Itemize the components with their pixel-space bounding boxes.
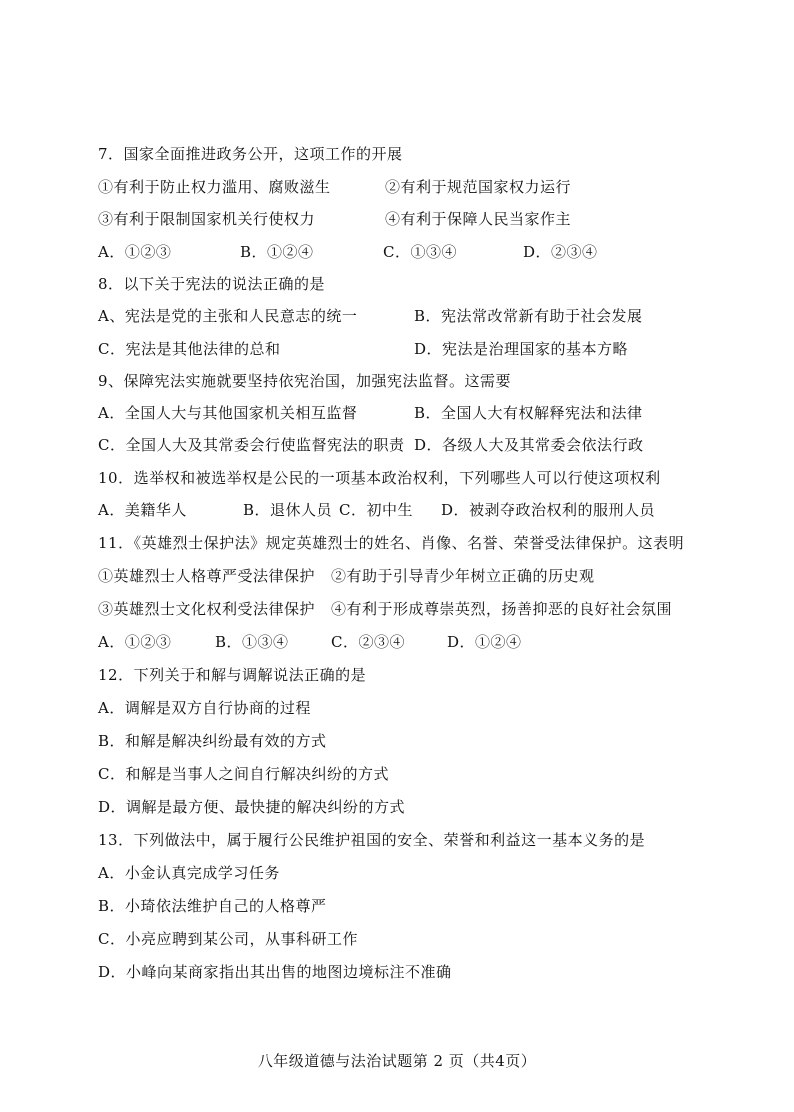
question-8-option-b: B．宪法常改常新有助于社会发展 <box>414 307 643 325</box>
question-10-stem: 10．选举权和被选举权是公民的一项基本政治权利，下列哪些人可以行使这项权利 <box>98 469 661 487</box>
question-10-option-d: D．被剥夺政治权利的服刑人员 <box>441 501 656 519</box>
question-12-option-a: A．调解是双方自行协商的过程 <box>98 699 311 717</box>
page-footer: 八年级道德与法治试题第 2 页（共4页） <box>257 1052 537 1070</box>
question-12-stem: 12．下列关于和解与调解说法正确的是 <box>98 666 367 684</box>
question-7-option-c: C．①③④ <box>383 243 457 261</box>
question-11-stem: 11．《英雄烈士保护法》规定英雄烈士的姓名、肖像、名誉、荣誉受法律保护。这表明 <box>98 534 685 552</box>
question-11-statement-3: ③英雄烈士文化权利受法律保护 <box>98 600 316 618</box>
question-11-statement-2: ②有助于引导青少年树立正确的历史观 <box>331 567 595 585</box>
question-7-stem: 7．国家全面推进政务公开，这项工作的开展 <box>98 145 403 163</box>
question-7-statement-4: ④有利于保障人民当家作主 <box>385 210 572 228</box>
question-9-stem: 9、保障宪法实施就要坚持依宪治国，加强宪法监督。这需要 <box>98 372 512 390</box>
question-7-option-b: B．①②④ <box>240 243 314 261</box>
question-13-option-d: D．小峰向某商家指出其出售的地图边境标注不准确 <box>98 963 452 981</box>
question-12-option-c: C．和解是当事人之间自行解决纠纷的方式 <box>98 765 389 783</box>
question-8-option-c: C．宪法是其他法律的总和 <box>98 340 281 358</box>
question-13-stem: 13．下列做法中，属于履行公民维护祖国的安全、荣誉和利益这一基本义务的是 <box>98 831 646 849</box>
question-9-option-d: D．各级人大及其常委会依法行政 <box>414 436 644 454</box>
question-9-option-c: C．全国人大及其常委会行使监督宪法的职责 <box>98 436 405 454</box>
question-13-option-a: A．小金认真完成学习任务 <box>98 864 280 882</box>
question-13-option-b: B．小琦依法维护自己的人格尊严 <box>98 897 327 915</box>
question-7-statement-2: ②有利于规范国家权力运行 <box>385 178 572 196</box>
question-12-option-d: D．调解是最方便、最快捷的解决纠纷的方式 <box>98 798 406 816</box>
question-10-option-b: B．退休人员 <box>243 501 333 519</box>
question-8-option-d: D．宪法是治理国家的基本方略 <box>414 340 629 358</box>
question-10-option-a: A．美籍华人 <box>98 501 187 519</box>
question-7-option-a: A．①②③ <box>98 243 172 261</box>
question-11-option-d: D．①②④ <box>447 633 522 651</box>
question-8-option-a: A、宪法是党的主张和人民意志的统一 <box>98 307 358 325</box>
question-7-statement-1: ①有利于防止权力滥用、腐败滋生 <box>98 178 331 196</box>
question-13-option-c: C．小亮应聘到某公司，从事科研工作 <box>98 930 358 948</box>
question-11-option-c: C．②③④ <box>331 633 405 651</box>
question-10-option-c: C．初中生 <box>339 501 413 519</box>
question-11-statement-1: ①英雄烈士人格尊严受法律保护 <box>98 567 316 585</box>
question-11-option-a: A．①②③ <box>98 633 172 651</box>
question-8-stem: 8．以下关于宪法的说法正确的是 <box>98 275 326 293</box>
question-7-statement-3: ③有利于限制国家机关行使权力 <box>98 210 316 228</box>
question-7-option-d: D．②③④ <box>523 243 598 261</box>
question-11-statement-4: ④有利于形成尊崇英烈，扬善抑恶的良好社会氛围 <box>331 600 673 618</box>
question-9-option-a: A．全国人大与其他国家机关相互监督 <box>98 404 358 422</box>
question-12-option-b: B．和解是解决纠纷最有效的方式 <box>98 732 327 750</box>
question-9-option-b: B．全国人大有权解释宪法和法律 <box>414 404 643 422</box>
question-11-option-b: B．①③④ <box>215 633 289 651</box>
